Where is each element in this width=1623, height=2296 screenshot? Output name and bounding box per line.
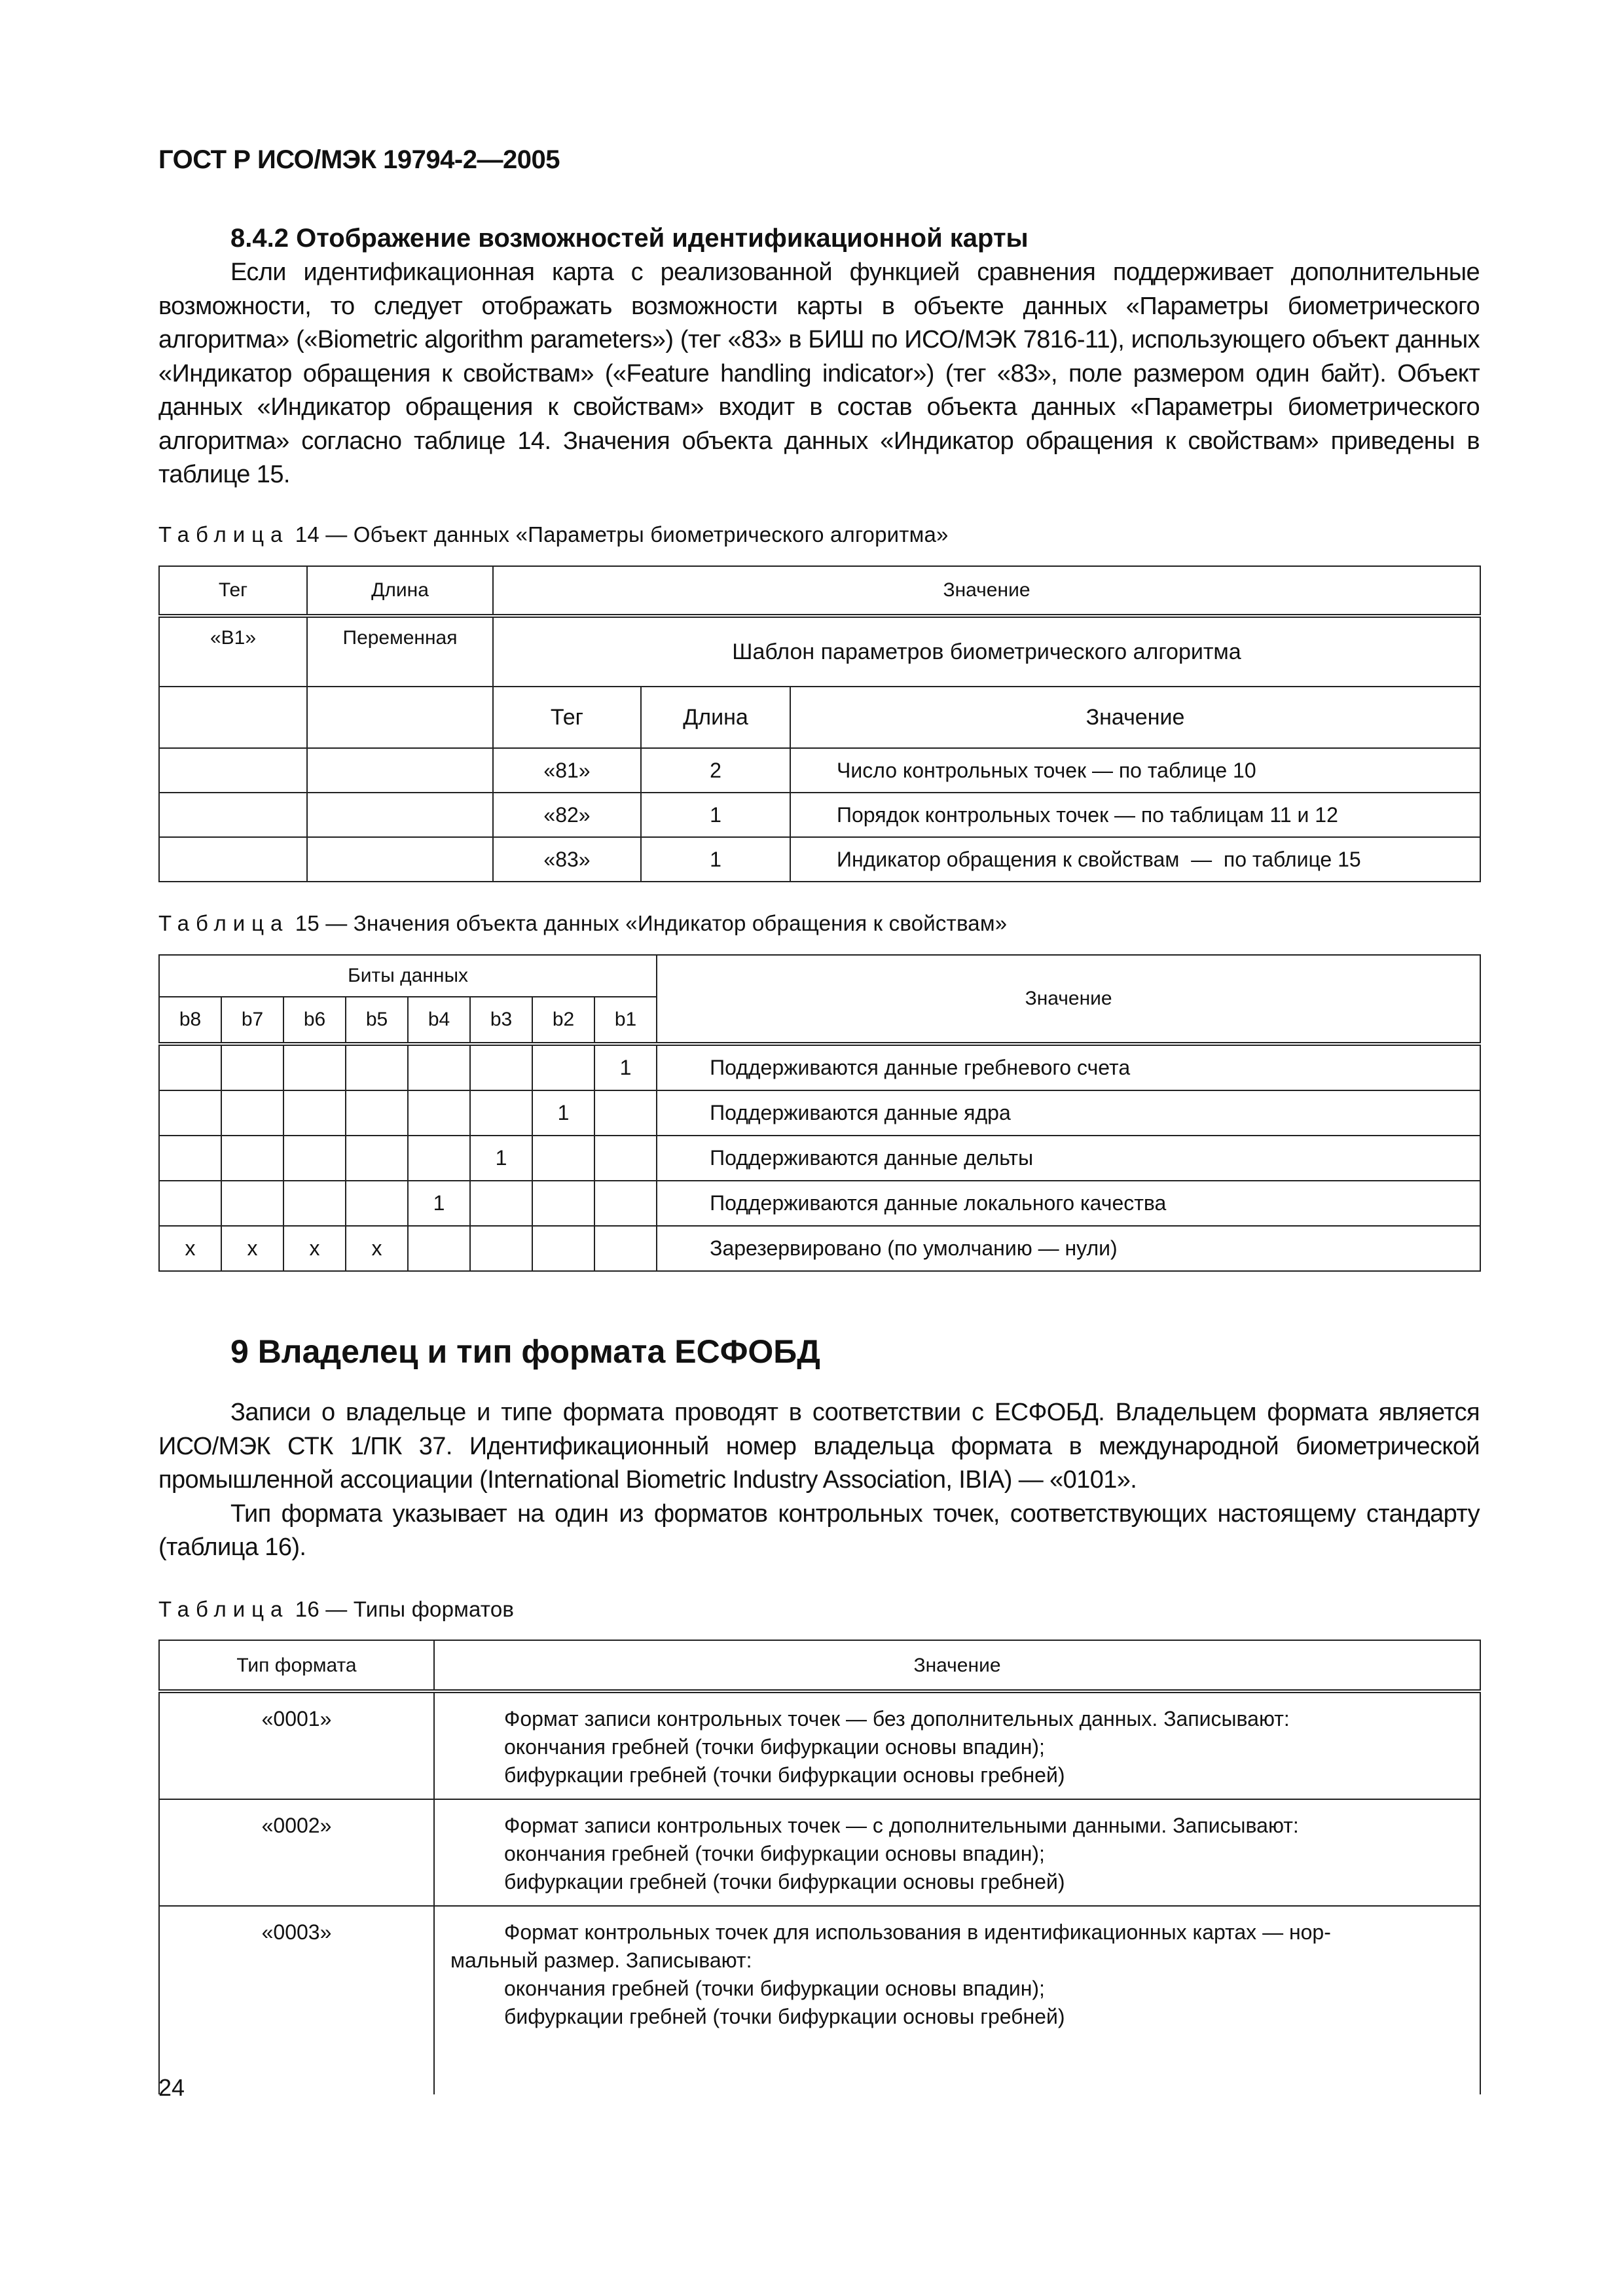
table-14-empty-cell <box>159 748 307 793</box>
table-row <box>159 1181 1480 1226</box>
table-15-bit-cell <box>221 1090 283 1136</box>
table-15-bit-header: b6 <box>283 997 346 1044</box>
table-15-bit-cell <box>346 1136 408 1181</box>
table-15-bit-cell <box>346 1044 408 1090</box>
section-9-paragraph-1 <box>158 1396 1480 1498</box>
table-15-bit-cell <box>408 1090 470 1136</box>
table-15-group-header: Биты данных <box>159 955 657 997</box>
table-14-subheader-tag: Тег <box>493 687 641 748</box>
table-16-cell-type: «0003» <box>159 1906 434 2094</box>
table-15-bit-cell <box>470 1181 532 1226</box>
table-14-cell-length: 1 <box>641 837 790 882</box>
table-16-item: бифуркации гребней (точки бифуркации основы гребней) <box>504 1870 1065 1893</box>
section-8-4-2-title: 8.4.2 Отображение возможностей идентификационной карты <box>230 224 1029 253</box>
table-15-bit-cell: x <box>283 1226 346 1271</box>
table-14-row1-tag: «B1» <box>159 616 307 687</box>
table-14 <box>158 565 1481 882</box>
table-15-value-cell: Поддерживаются данные ядра <box>657 1090 1480 1136</box>
table-14-cell-value: Порядок контрольных точек — по таблицам 11 и 12 <box>790 793 1480 837</box>
section-9 <box>158 1396 1480 1565</box>
table-15-bit-cell <box>470 1044 532 1090</box>
table-14-cell-tag: «82» <box>493 793 641 837</box>
table-15-bit-cell: 1 <box>594 1044 657 1090</box>
table-15-value-header: Значение <box>657 955 1480 1044</box>
table-16-lead: Формат записи контрольных точек — без дополнительных данных. Записывают: <box>504 1707 1290 1731</box>
table-15-value-cell: Зарезервировано (по умолчанию — нули) <box>657 1226 1480 1271</box>
table-15-bit-cell <box>594 1090 657 1136</box>
table-row <box>159 1691 1480 1799</box>
table-15-bit-header: b5 <box>346 997 408 1044</box>
section-9-title: 9 Владелец и тип формата ЕСФОБД <box>230 1333 820 1370</box>
table-16-item: бифуркации гребней (точки бифуркации основы гребней) <box>504 1763 1065 1787</box>
table-14-empty-cell <box>307 793 493 837</box>
table-14-row1-value: Шаблон параметров биометрического алгоритма <box>493 616 1480 687</box>
table-14-empty-cell <box>159 687 307 748</box>
table-16-item: бифуркации гребней (точки бифуркации основы гребней) <box>504 2005 1065 2028</box>
table-16-caption-text: 16 — Типы форматов <box>295 1597 515 1621</box>
table-15-bit-cell <box>159 1136 221 1181</box>
table-15-bit-cell <box>408 1044 470 1090</box>
section-9-paragraph-2 <box>158 1498 1480 1565</box>
table-16-lead: Формат записи контрольных точек — с дополнительными данными. Записывают: <box>504 1814 1299 1837</box>
table-15-caption-text: 15 — Значения объекта данных «Индикатор обращения к свойствам» <box>295 911 1008 935</box>
table-15-bit-header: b8 <box>159 997 221 1044</box>
table-16-cell-value <box>434 1906 1480 2094</box>
table-14-cell-value: Число контрольных точек — по таблице 10 <box>790 748 1480 793</box>
table-14-header-tag: Тег <box>159 566 307 616</box>
table-14-header-value: Значение <box>493 566 1480 616</box>
table-16-lead-continuation: мальный размер. Записывают: <box>450 1948 752 1972</box>
table-15-bit-cell <box>408 1136 470 1181</box>
table-row <box>159 1136 1480 1181</box>
table-15-value-cell: Поддерживаются данные гребневого счета <box>657 1044 1480 1090</box>
table-15-bit-header: b2 <box>532 997 594 1044</box>
table-14-caption <box>158 522 949 547</box>
table-15-bit-cell: x <box>159 1226 221 1271</box>
table-14-empty-cell <box>307 837 493 882</box>
table-16-cell-type: «0002» <box>159 1799 434 1906</box>
table-15-bit-cell <box>221 1136 283 1181</box>
table-15-bit-cell: x <box>346 1226 408 1271</box>
table-16-item: окончания гребней (точки бифуркации основы впадин); <box>504 1842 1045 1865</box>
table-row <box>159 748 1480 793</box>
table-16-header-value: Значение <box>434 1640 1480 1691</box>
table-row <box>159 1906 1480 2094</box>
table-16-cell-value <box>434 1799 1480 1906</box>
table-row <box>159 1799 1480 1906</box>
table-14-empty-cell <box>307 748 493 793</box>
table-16-lead: Формат контрольных точек для использования в идентификационных картах — нор- <box>504 1920 1331 1944</box>
table-14-empty-cell <box>159 793 307 837</box>
table-row <box>159 793 1480 837</box>
table-15-bit-header: b3 <box>470 997 532 1044</box>
table-15-bit-cell <box>221 1181 283 1226</box>
table-15-bit-cell <box>470 1090 532 1136</box>
table-15-bit-header: b1 <box>594 997 657 1044</box>
table-14-cell-value: Индикатор обращения к свойствам — по таблице 15 <box>790 837 1480 882</box>
table-15-value-cell: Поддерживаются данные локального качества <box>657 1181 1480 1226</box>
table-16-header-type: Тип формата <box>159 1640 434 1691</box>
table-16-item: окончания гребней (точки бифуркации основы впадин); <box>504 1735 1045 1759</box>
table-row <box>159 1090 1480 1136</box>
table-14-cell-length: 1 <box>641 793 790 837</box>
table-16-caption <box>158 1597 514 1622</box>
section-8-4-2-paragraph <box>158 256 1480 492</box>
table-15-bit-cell: 1 <box>532 1090 594 1136</box>
table-15-bit-cell <box>159 1090 221 1136</box>
table-15-bit-cell <box>532 1226 594 1271</box>
document-header: ГОСТ Р ИСО/МЭК 19794-2—2005 <box>158 145 560 174</box>
table-14-subheader-value: Значение <box>790 687 1480 748</box>
table-15-bit-cell <box>159 1181 221 1226</box>
table-15-bit-cell: 1 <box>408 1181 470 1226</box>
table-15-bit-cell <box>532 1136 594 1181</box>
table-15-bit-cell <box>283 1044 346 1090</box>
table-15-bit-cell: x <box>221 1226 283 1271</box>
table-15-bit-header: b7 <box>221 997 283 1044</box>
table-14-row1-length: Переменная <box>307 616 493 687</box>
table-row <box>159 837 1480 882</box>
table-16 <box>158 1640 1481 2094</box>
table-16-caption-word: Таблица <box>158 1597 289 1621</box>
table-15-bit-cell: 1 <box>470 1136 532 1181</box>
table-14-cell-tag: «81» <box>493 748 641 793</box>
table-15-value-cell: Поддерживаются данные дельты <box>657 1136 1480 1181</box>
table-15-bit-cell <box>408 1226 470 1271</box>
table-14-cell-length: 2 <box>641 748 790 793</box>
table-14-cell-tag: «83» <box>493 837 641 882</box>
table-15-bit-cell <box>283 1181 346 1226</box>
table-15-caption-word: Таблица <box>158 911 289 935</box>
table-row <box>159 1044 1480 1090</box>
table-16-item: окончания гребней (точки бифуркации основы впадин); <box>504 1977 1045 2000</box>
page-number: 24 <box>158 2074 185 2101</box>
table-14-empty-cell <box>307 687 493 748</box>
table-15-bit-cell <box>594 1136 657 1181</box>
table-15-bit-cell <box>346 1090 408 1136</box>
section-9-text-1: Записи о владельце и типе формата проводят в соответствии с ЕСФОБД. Владельцем формата является ИСО/МЭК СТК 1/ПК 37. Идентификационный номер владельца формата в международной биометрической промышленной ассоциации (International Biometric Industry Association, IBIA) — «0101». <box>158 1399 1480 1494</box>
table-row <box>159 1226 1480 1271</box>
table-15 <box>158 954 1481 1272</box>
table-15-bit-cell <box>283 1136 346 1181</box>
table-15-bit-cell <box>470 1226 532 1271</box>
table-15-bit-header: b4 <box>408 997 470 1044</box>
table-14-caption-word: Таблица <box>158 522 289 547</box>
table-15-bit-cell <box>594 1181 657 1226</box>
table-14-caption-text: 14 — Объект данных «Параметры биометрического алгоритма» <box>295 522 949 547</box>
table-16-cell-value <box>434 1691 1480 1799</box>
section-9-text-2: Тип формата указывает на один из форматов контрольных точек, соответствующих настоящему стандарту (таблица 16). <box>158 1499 1480 1561</box>
section-8-4-2-text: Если идентификационная карта с реализованной функцией сравнения поддерживает дополнительные возможности, то следует отображать возможности карты в объекте данных «Параметры биометрического алгоритма» («Biometric algorithm parameters») (тег «83» в БИШ по ИСО/МЭК 7816-11), использующего объект данных «Индикатор обращения к свойствам» («Feature handling indicator») (тег «83», поле размером один байт). Объект данных «Индикатор обращения к свойствам» входит в состав объекта данных «Параметры биометрического алгоритма» согласно таблице 14. Значения объекта данных «Индикатор обращения к свойствам» приведены в таблице 15. <box>158 259 1480 488</box>
table-14-subheader-length: Длина <box>641 687 790 748</box>
table-15-caption <box>158 911 1007 936</box>
section-8-4-2 <box>158 224 1480 492</box>
table-15-bit-cell <box>532 1044 594 1090</box>
table-15-bit-cell <box>346 1181 408 1226</box>
table-15-bit-cell <box>221 1044 283 1090</box>
table-14-empty-cell <box>159 837 307 882</box>
table-14-header-length: Длина <box>307 566 493 616</box>
table-15-bit-cell <box>283 1090 346 1136</box>
table-15-bit-cell <box>159 1044 221 1090</box>
table-15-bit-cell <box>532 1181 594 1226</box>
table-16-cell-type: «0001» <box>159 1691 434 1799</box>
table-15-bit-cell <box>594 1226 657 1271</box>
